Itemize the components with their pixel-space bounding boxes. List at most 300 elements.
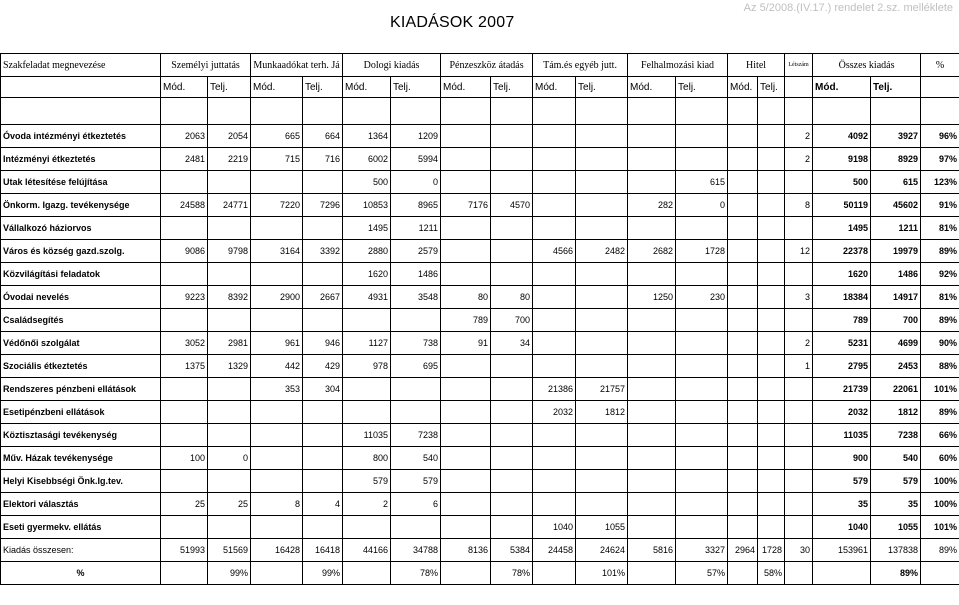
table-cell: 946 [303, 332, 343, 355]
table-cell [758, 447, 785, 470]
table-cell: 81% [921, 286, 959, 309]
subheader-cell: Mód. [533, 77, 576, 98]
table-cell [441, 562, 491, 585]
table-cell [576, 286, 628, 309]
table-cell [921, 562, 959, 585]
table-row [1, 332, 959, 355]
table-cell: 50119 [813, 194, 871, 217]
table-cell [391, 309, 441, 332]
table-cell: 615 [676, 171, 728, 194]
percent-row [1, 562, 959, 585]
table-cell [628, 171, 676, 194]
table-cell [676, 355, 728, 378]
table-cell: 800 [343, 447, 391, 470]
subheader-cell [785, 77, 813, 98]
table-cell [251, 424, 303, 447]
table-cell [728, 470, 758, 493]
table-cell: 11035 [343, 424, 391, 447]
table-cell [576, 424, 628, 447]
table-cell: 579 [391, 470, 441, 493]
table-cell: 2667 [303, 286, 343, 309]
row-label: Helyi Kisebbségi Önk.Ig.tev. [1, 470, 161, 493]
subheader-cell: Telj. [491, 77, 533, 98]
table-cell [785, 424, 813, 447]
table-cell: 2682 [628, 240, 676, 263]
table-cell [303, 424, 343, 447]
table-cell [628, 447, 676, 470]
table-cell: 153961 [813, 539, 871, 562]
table-cell: 2 [785, 125, 813, 148]
table-cell [785, 447, 813, 470]
table-cell [441, 493, 491, 516]
table-cell: 4092 [813, 125, 871, 148]
table-cell: 2 [785, 332, 813, 355]
table-cell: 695 [391, 355, 441, 378]
table-cell: 44166 [343, 539, 391, 562]
table-cell: 8965 [391, 194, 441, 217]
table-cell: 60% [921, 447, 959, 470]
table-cell: 11035 [813, 424, 871, 447]
table-cell [785, 171, 813, 194]
table-cell: 1486 [871, 263, 921, 286]
table-cell: 7238 [871, 424, 921, 447]
row-label: Szociális étkeztetés [1, 355, 161, 378]
table-cell [728, 217, 758, 240]
table-cell: 99% [303, 562, 343, 585]
table-cell [576, 263, 628, 286]
table-cell: 78% [391, 562, 441, 585]
table-cell: 3327 [676, 539, 728, 562]
table-cell: 579 [813, 470, 871, 493]
table-cell: 91% [921, 194, 959, 217]
table-cell [576, 309, 628, 332]
table-cell [491, 424, 533, 447]
table-cell: 2063 [161, 125, 208, 148]
table-cell: 89% [921, 240, 959, 263]
subheader-cell: Mód. [628, 77, 676, 98]
row-label: Műv. Házak tevékenysége [1, 447, 161, 470]
table-cell [161, 263, 208, 286]
table-cell: 1127 [343, 332, 391, 355]
table-cell: 2 [785, 148, 813, 171]
table-cell [576, 194, 628, 217]
row-label: Utak létesítése felújítása [1, 171, 161, 194]
table-cell [533, 125, 576, 148]
table-cell: 1040 [813, 516, 871, 539]
subheader-cell: Telj. [676, 77, 728, 98]
table-cell: 0 [391, 171, 441, 194]
table-cell: 961 [251, 332, 303, 355]
table-cell: 9223 [161, 286, 208, 309]
table-cell: 34788 [391, 539, 441, 562]
table-cell [303, 447, 343, 470]
table-cell [728, 125, 758, 148]
table-cell: 24624 [576, 539, 628, 562]
table-cell [676, 148, 728, 171]
table-cell [758, 286, 785, 309]
table-row [1, 401, 959, 424]
table-cell [785, 470, 813, 493]
table-cell [728, 562, 758, 585]
table-cell [208, 217, 251, 240]
table-cell [758, 378, 785, 401]
table-row [1, 148, 959, 171]
table-cell [676, 332, 728, 355]
table-cell [576, 171, 628, 194]
table-cell: 6 [391, 493, 441, 516]
subheader-cell: Mód. [441, 77, 491, 98]
table-cell: 0 [208, 447, 251, 470]
table-cell [728, 447, 758, 470]
table-row [1, 516, 959, 539]
table-cell [161, 378, 208, 401]
table-cell: 66% [921, 424, 959, 447]
table-cell: 100 [161, 447, 208, 470]
table-cell: 4931 [343, 286, 391, 309]
table-cell [208, 263, 251, 286]
table-cell: 3927 [871, 125, 921, 148]
table-cell [758, 217, 785, 240]
table-cell [251, 516, 303, 539]
table-cell [785, 516, 813, 539]
table-cell [728, 148, 758, 171]
header-cell: Létszám [785, 54, 813, 77]
subheader-cell: Telj. [391, 77, 441, 98]
table-row [1, 355, 959, 378]
table-cell [303, 309, 343, 332]
table-cell [758, 309, 785, 332]
table-cell [676, 401, 728, 424]
row-label: Kiadás összesen: [1, 539, 161, 562]
table-cell [628, 263, 676, 286]
row-label: Óvodai nevelés [1, 286, 161, 309]
table-cell [303, 217, 343, 240]
table-cell [303, 171, 343, 194]
table-cell: 7176 [441, 194, 491, 217]
table-cell [758, 493, 785, 516]
table-cell: 21386 [533, 378, 576, 401]
table-cell [343, 309, 391, 332]
header-cell: Pénzeszköz átadás [441, 54, 533, 77]
table-cell [441, 401, 491, 424]
table-cell: 5816 [628, 539, 676, 562]
table-cell [441, 424, 491, 447]
table-cell: 1486 [391, 263, 441, 286]
table-cell [303, 470, 343, 493]
table-cell: 89% [921, 539, 959, 562]
table-cell: 1364 [343, 125, 391, 148]
table-cell [391, 401, 441, 424]
header-cell: Személyi juttatás [161, 54, 251, 77]
row-label: Város és község gazd.szolg. [1, 240, 161, 263]
table-cell: 429 [303, 355, 343, 378]
table-cell: 2795 [813, 355, 871, 378]
table-cell [491, 263, 533, 286]
table-cell: 579 [871, 470, 921, 493]
table-cell [785, 217, 813, 240]
table-cell [758, 148, 785, 171]
table-cell [676, 447, 728, 470]
subheader-cell: Telj. [576, 77, 628, 98]
table-cell [785, 309, 813, 332]
table-cell: 1728 [758, 539, 785, 562]
table-cell [676, 125, 728, 148]
header-cell: Felhalmozási kiad [628, 54, 728, 77]
table-cell: 2579 [391, 240, 441, 263]
table-cell [728, 263, 758, 286]
table-cell: 1 [785, 355, 813, 378]
table-cell: 615 [871, 171, 921, 194]
subheader-cell: Mód. [728, 77, 758, 98]
table-cell: 9198 [813, 148, 871, 171]
table-cell: 2032 [533, 401, 576, 424]
table-cell [533, 263, 576, 286]
table-cell: 35 [813, 493, 871, 516]
subheader-cell: Telj. [871, 77, 921, 98]
table-cell [533, 286, 576, 309]
table-cell [628, 125, 676, 148]
table-cell [208, 424, 251, 447]
table-cell: 7220 [251, 194, 303, 217]
table-cell [728, 171, 758, 194]
table-cell [441, 240, 491, 263]
table-cell [161, 562, 208, 585]
table-cell: 900 [813, 447, 871, 470]
table-cell [785, 263, 813, 286]
table-cell [728, 309, 758, 332]
table-cell [491, 470, 533, 493]
table-cell [628, 355, 676, 378]
table-cell: 9798 [208, 240, 251, 263]
table-cell: 442 [251, 355, 303, 378]
table-row [1, 171, 959, 194]
table-cell: 24771 [208, 194, 251, 217]
table-cell: 978 [343, 355, 391, 378]
spacer-row [1, 98, 959, 125]
table-cell [343, 378, 391, 401]
table-cell [491, 401, 533, 424]
table-cell [576, 217, 628, 240]
table-row [1, 125, 959, 148]
table-cell: 90% [921, 332, 959, 355]
total-row [1, 539, 959, 562]
table-cell: 25 [208, 493, 251, 516]
row-label: Elektori választás [1, 493, 161, 516]
table-cell: 9086 [161, 240, 208, 263]
table-cell: 1055 [871, 516, 921, 539]
table-cell [533, 148, 576, 171]
table-cell [208, 309, 251, 332]
table-cell [491, 217, 533, 240]
table-cell: 100% [921, 493, 959, 516]
table-cell: 2032 [813, 401, 871, 424]
table-cell: 89% [871, 562, 921, 585]
table-cell [161, 516, 208, 539]
table-cell: 789 [441, 309, 491, 332]
table-cell: 5384 [491, 539, 533, 562]
table-cell: 230 [676, 286, 728, 309]
table-cell [533, 332, 576, 355]
table-cell [628, 378, 676, 401]
table-cell: 21739 [813, 378, 871, 401]
table-cell [576, 470, 628, 493]
table-cell [728, 286, 758, 309]
table-cell: 665 [251, 125, 303, 148]
table-cell [758, 355, 785, 378]
table-cell [208, 401, 251, 424]
table-cell [161, 171, 208, 194]
header-cell: % [921, 54, 959, 77]
table-cell: 22378 [813, 240, 871, 263]
table-cell [343, 562, 391, 585]
table-cell [251, 217, 303, 240]
table-cell [628, 470, 676, 493]
table-cell: 1055 [576, 516, 628, 539]
table-cell [491, 125, 533, 148]
row-label: Családsegítés [1, 309, 161, 332]
table-cell: 540 [871, 447, 921, 470]
table-cell: 2219 [208, 148, 251, 171]
table-cell: 5231 [813, 332, 871, 355]
table-cell: 2054 [208, 125, 251, 148]
table-cell: 4566 [533, 240, 576, 263]
row-label: Köztisztasági tevékenység [1, 424, 161, 447]
table-cell [758, 516, 785, 539]
table-cell: 716 [303, 148, 343, 171]
row-label: Óvoda intézményi étkeztetés [1, 125, 161, 148]
table-cell: 1495 [343, 217, 391, 240]
table-cell: 7296 [303, 194, 343, 217]
table-cell: 8929 [871, 148, 921, 171]
table-cell [441, 355, 491, 378]
row-label: Vállalkozó háziorvos [1, 217, 161, 240]
table-cell: 3548 [391, 286, 441, 309]
table-cell [441, 378, 491, 401]
table-cell [491, 378, 533, 401]
table-cell [441, 217, 491, 240]
table-cell [628, 401, 676, 424]
subheader-cell: Mód. [161, 77, 208, 98]
table-cell: 58% [758, 562, 785, 585]
table-row [1, 470, 959, 493]
table-cell: 100% [921, 470, 959, 493]
table-cell [785, 401, 813, 424]
table-cell: 789 [813, 309, 871, 332]
table-cell: 3052 [161, 332, 208, 355]
table-cell: 6002 [343, 148, 391, 171]
header-cell: Dologi kiadás [343, 54, 441, 77]
subheader-row [1, 77, 959, 98]
table-cell [391, 516, 441, 539]
table-cell: 664 [303, 125, 343, 148]
table-cell: 8392 [208, 286, 251, 309]
header-row [1, 54, 959, 77]
table-cell [628, 493, 676, 516]
table-cell [251, 401, 303, 424]
table-cell [676, 516, 728, 539]
table-cell [628, 148, 676, 171]
table-cell [676, 493, 728, 516]
table-cell: 10853 [343, 194, 391, 217]
table-cell [728, 424, 758, 447]
table-cell [813, 562, 871, 585]
table-cell [161, 309, 208, 332]
table-cell [628, 332, 676, 355]
table-cell [676, 217, 728, 240]
table-cell [628, 516, 676, 539]
table-cell: 92% [921, 263, 959, 286]
table-cell: 81% [921, 217, 959, 240]
table-cell [676, 470, 728, 493]
regulation-note: Az 5/2008.(IV.17.) rendelet 2.sz. melléklete [743, 2, 953, 14]
table-cell: 1250 [628, 286, 676, 309]
table-cell [533, 493, 576, 516]
row-label: Önkorm. Igazg. tevékenysége [1, 194, 161, 217]
table-cell [676, 263, 728, 286]
table-row [1, 194, 959, 217]
table-row [1, 378, 959, 401]
table-row [1, 286, 959, 309]
table-cell: 89% [921, 309, 959, 332]
table-cell [251, 447, 303, 470]
table-cell: 500 [343, 171, 391, 194]
table-cell: 4699 [871, 332, 921, 355]
table-cell [758, 194, 785, 217]
table-cell: 2880 [343, 240, 391, 263]
table-cell: 8136 [441, 539, 491, 562]
table-cell [161, 424, 208, 447]
table-cell [208, 378, 251, 401]
table-cell [343, 401, 391, 424]
table-cell: 1812 [576, 401, 628, 424]
table-cell: 16418 [303, 539, 343, 562]
table-cell: 51569 [208, 539, 251, 562]
header-cell: Szakfeladat megnevezése [1, 54, 161, 77]
subheader-cell [921, 77, 959, 98]
table-cell: 500 [813, 171, 871, 194]
table-cell: 2964 [728, 539, 758, 562]
table-cell [208, 171, 251, 194]
table-cell [251, 470, 303, 493]
table-row [1, 424, 959, 447]
table-cell [785, 493, 813, 516]
table-cell [576, 125, 628, 148]
table-cell: 353 [251, 378, 303, 401]
table-cell: 24458 [533, 539, 576, 562]
table-cell [491, 447, 533, 470]
table-cell: 5994 [391, 148, 441, 171]
table-cell [728, 401, 758, 424]
table-cell [303, 263, 343, 286]
table-cell: 101% [576, 562, 628, 585]
subheader-cell: Mód. [251, 77, 303, 98]
table-cell: 1620 [343, 263, 391, 286]
table-cell [758, 332, 785, 355]
table-cell: 2482 [576, 240, 628, 263]
header-cell: Munkaadókat terh. Já [251, 54, 343, 77]
expenditure-table [0, 53, 959, 585]
table-cell [441, 171, 491, 194]
table-cell: 2 [343, 493, 391, 516]
table-cell: 1812 [871, 401, 921, 424]
table-row [1, 309, 959, 332]
table-cell [758, 240, 785, 263]
table-cell: 738 [391, 332, 441, 355]
table-cell [533, 470, 576, 493]
table-cell: 579 [343, 470, 391, 493]
subheader-cell: Telj. [758, 77, 785, 98]
table-cell: 1211 [871, 217, 921, 240]
